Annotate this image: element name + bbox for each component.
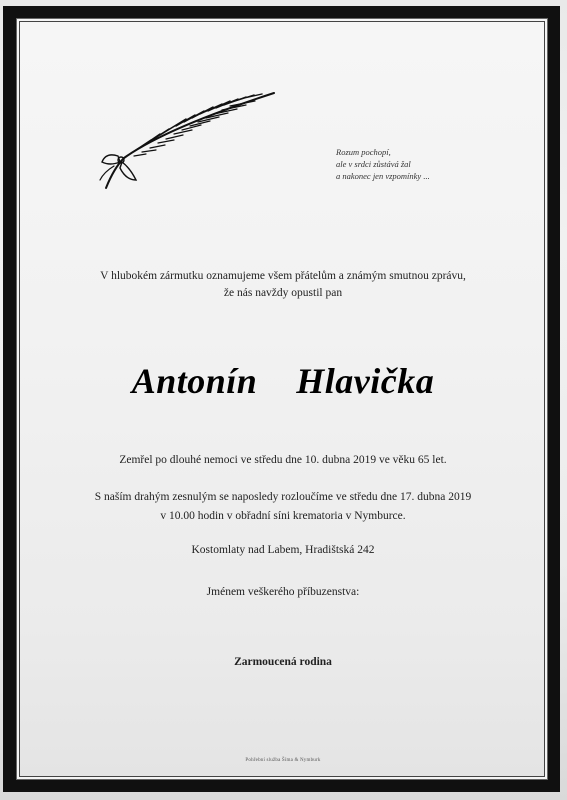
- verse-line: a nakonec jen vzpomínky ...: [336, 171, 430, 181]
- funeral-details: [40, 488, 526, 526]
- funeral-service-footer: Pohřební služba Šíma & Nymburk: [245, 758, 321, 763]
- epitaph-verse: [336, 146, 496, 182]
- funeral-line: v 10.00 hodin v obřadní síni krematoria v Nymburce.: [160, 510, 406, 522]
- deceased-name: Antonín Hlavička: [131, 361, 435, 401]
- signature: Zarmoucená rodina: [234, 656, 332, 668]
- on-behalf-line: Jménem veškerého příbuzenstva:: [206, 586, 360, 598]
- family-address: Kostomlaty nad Labem, Hradištská 242: [191, 544, 375, 556]
- palm-branch-icon: [96, 88, 276, 193]
- announcement-line: že nás navždy opustil pan: [223, 287, 343, 299]
- verse-line: Rozum pochopí,: [336, 147, 391, 157]
- verse-line: ale v srdci zůstává žal: [336, 159, 411, 169]
- announcement-text: [40, 268, 526, 302]
- funeral-line: S naším drahým zesnulým se naposledy rozloučíme ve středu dne 17. dubna 2019: [94, 491, 472, 503]
- announcement-line: V hlubokém zármutku oznamujeme všem přátelům a známým smutnou zprávu,: [100, 270, 466, 282]
- death-notice: Zemřel po dlouhé nemoci ve středu dne 10. dubna 2019 ve věku 65 let.: [119, 454, 447, 466]
